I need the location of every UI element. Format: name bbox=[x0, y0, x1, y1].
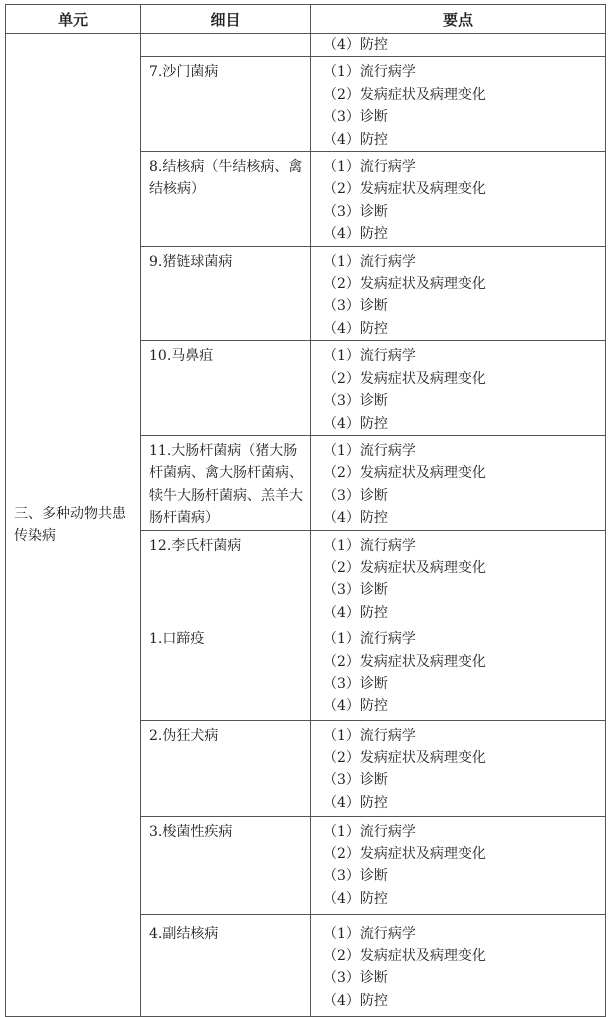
list-item: （1）流行病学 bbox=[323, 537, 416, 554]
list-item: （1）流行病学 bbox=[323, 64, 416, 81]
points-cell bbox=[311, 246, 606, 341]
list-item: （1）流行病学 bbox=[323, 159, 416, 176]
list-item: （1）流行病学 bbox=[323, 925, 416, 942]
item-cell bbox=[141, 152, 311, 247]
points-cell bbox=[311, 720, 606, 816]
points-cell bbox=[311, 816, 606, 914]
list-item: （1）流行病学 bbox=[323, 631, 416, 648]
item-label: 2.伪狂犬病 bbox=[149, 727, 219, 744]
list-item: （2）发病症状及病理变化 bbox=[323, 948, 486, 965]
header-unit: 单元 bbox=[6, 5, 141, 34]
list-item: （4）防控 bbox=[323, 510, 388, 527]
header-points: 要点 bbox=[311, 5, 606, 34]
points-cell bbox=[311, 57, 606, 152]
list-item: （4）防控 bbox=[323, 604, 388, 621]
list-item: （3）诊断 bbox=[323, 393, 388, 410]
list-item: （3）诊断 bbox=[323, 868, 388, 885]
list-item: （3）诊断 bbox=[323, 203, 388, 220]
list-item: （4）防控 bbox=[323, 794, 388, 811]
curriculum-table bbox=[5, 4, 606, 1017]
list-item: （4）防控 bbox=[323, 890, 388, 907]
table-row bbox=[6, 34, 606, 57]
list-item: （4）防控 bbox=[323, 37, 388, 53]
header-row bbox=[6, 5, 606, 34]
list-item: （4）防控 bbox=[323, 320, 388, 337]
item-label: 12.李氏杆菌病 bbox=[149, 537, 242, 554]
item-label: 8.结核病（牛结核病、禽结核病） bbox=[149, 159, 303, 198]
list-item: （4）防控 bbox=[323, 415, 388, 432]
points-cell bbox=[311, 624, 606, 720]
unit-label: 三、多种动物共患传染病 bbox=[14, 505, 126, 544]
item-label: 3.梭菌性疾病 bbox=[149, 823, 233, 840]
header-item: 细目 bbox=[141, 5, 311, 34]
item-cell bbox=[141, 57, 311, 152]
item-cell bbox=[141, 720, 311, 816]
list-item: （3）诊断 bbox=[323, 675, 388, 692]
list-item: （4）防控 bbox=[323, 992, 388, 1009]
list-item: （3）诊断 bbox=[323, 487, 388, 504]
list-item: （2）发病症状及病理变化 bbox=[323, 465, 486, 482]
item-cell bbox=[141, 624, 311, 720]
list-item: （2）发病症状及病理变化 bbox=[323, 653, 486, 670]
unit-cell bbox=[6, 34, 141, 1017]
list-item: （3）诊断 bbox=[323, 582, 388, 599]
item-label: 4.副结核病 bbox=[149, 925, 219, 942]
item-cell bbox=[141, 34, 311, 57]
points-cell bbox=[311, 341, 606, 436]
item-label: 11.大肠杆菌病（猪大肠杆菌病、禽大肠杆菌病、犊牛大肠杆菌病、羔羊大肠杆菌病） bbox=[149, 442, 303, 526]
item-cell bbox=[141, 530, 311, 624]
item-cell bbox=[141, 341, 311, 436]
item-cell bbox=[141, 816, 311, 914]
item-cell bbox=[141, 914, 311, 1016]
points-cell bbox=[311, 152, 606, 247]
points-cell bbox=[311, 914, 606, 1016]
list-item: （2）发病症状及病理变化 bbox=[323, 86, 486, 103]
list-item: （1）流行病学 bbox=[323, 823, 416, 840]
item-label: 7.沙门菌病 bbox=[149, 64, 219, 81]
item-cell bbox=[141, 435, 311, 530]
list-item: （2）发病症状及病理变化 bbox=[323, 370, 486, 387]
list-item: （3）诊断 bbox=[323, 109, 388, 126]
list-item: （1）流行病学 bbox=[323, 348, 416, 365]
list-item: （2）发病症状及病理变化 bbox=[323, 846, 486, 863]
list-item: （3）诊断 bbox=[323, 772, 388, 789]
item-cell bbox=[141, 246, 311, 341]
list-item: （1）流行病学 bbox=[323, 442, 416, 459]
list-item: （2）发病症状及病理变化 bbox=[323, 276, 486, 293]
list-item: （2）发病症状及病理变化 bbox=[323, 181, 486, 198]
points-cell bbox=[311, 34, 606, 57]
list-item: （4）防控 bbox=[323, 131, 388, 148]
list-item: （2）发病症状及病理变化 bbox=[323, 559, 486, 576]
item-label: 10.马鼻疽 bbox=[149, 348, 214, 365]
item-label: 1.口蹄疫 bbox=[149, 631, 205, 648]
item-label: 9.猪链球菌病 bbox=[149, 253, 233, 270]
list-item: （4）防控 bbox=[323, 698, 388, 715]
list-item: （3）诊断 bbox=[323, 970, 388, 987]
list-item: （1）流行病学 bbox=[323, 727, 416, 744]
points-cell bbox=[311, 530, 606, 624]
list-item: （2）发病症状及病理变化 bbox=[323, 750, 486, 767]
list-item: （4）防控 bbox=[323, 226, 388, 243]
points-cell bbox=[311, 435, 606, 530]
list-item: （3）诊断 bbox=[323, 298, 388, 315]
list-item: （1）流行病学 bbox=[323, 253, 416, 270]
